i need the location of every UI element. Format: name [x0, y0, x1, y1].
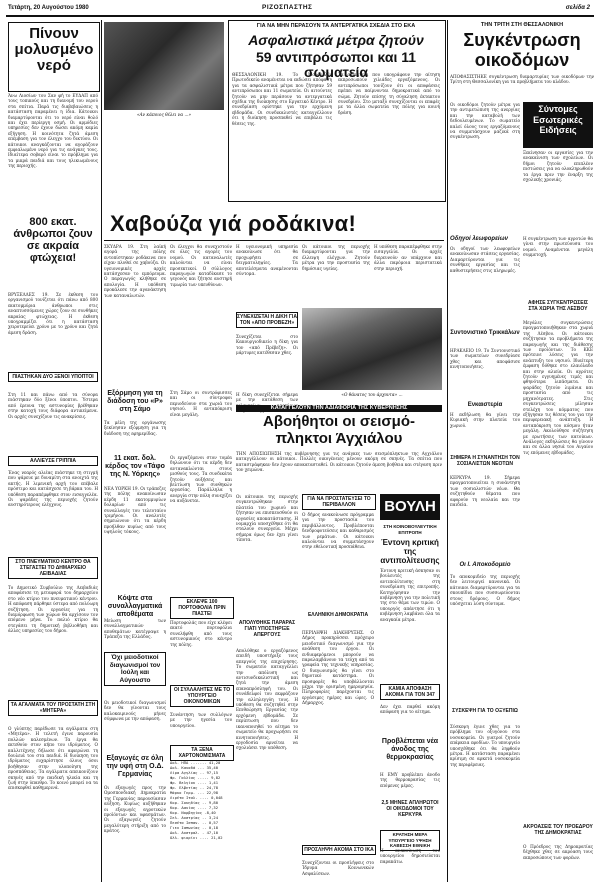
- col1-body-4: Ένας νεαρός αλιέας πιάστηκε τη στιγμή που ψάρευε με δυναμίτη στα ανοιχτά της ακτής. Η λιμενική αρχή του επέβαλε πρόστιμο και κατάσχεσε τη βάρκα του. Η υπόθεση παραπέμφθηκε στον εισαγγελέα. Οι ψαράδες της περιοχής ζητούν αυστηρότερους ελέγχους.: [8, 470, 98, 508]
- right-body-6: Η εκδήλωση θα γίνει την Κυριακή στην πλατεία του χωριού.: [450, 412, 520, 428]
- col1-box1-title: ΠΙΑΣΤΗΚΑΝ ΔΥΟ ΞΕΝΟΙ ΥΠΟΠΤΟΙ: [8, 372, 98, 382]
- right-body-4: Οι οδηγοί των λεωφορείων ανακοίνωσαν στάσεις εργασίας. Διαμαρτύρονται για τις συνθήκες εργασίας και τις καθυστερήσεις στις πληρωμές.: [450, 246, 520, 273]
- top-photo-caption: «Αν κάποιος θέλει να ...»: [136, 112, 192, 117]
- vouli-body-1: Έντονη κριτική άσκησαν οι βουλευτές της αντιπολίτευσης στη συνεδρίαση της επιτροπής. Κατηγόρησαν την κυβέρνηση για την πολιτική της στο θέμα των τιμών. Ο υπουργός απάντησε ότι η κυβέρνηση λαμβάνει όλα τα αναγκαία μέτρα.: [380, 568, 440, 622]
- lower-box-c: ΤΑ ΞΕΝΑ ΧΑΡΤΟΝΟΜΙΣΜΑΤΑ: [170, 745, 234, 761]
- col-rule-2: [447, 20, 448, 882]
- vouli-body-4: Η ανακοίνωση του υπουργείου δημοσιεύεται παρακάτω.: [380, 848, 440, 864]
- top-center-body-1: ΘΕΣΣΑΛΟΝΙΚΗ 19. Το Μονομελές Πρωτοδικείο αναμένεται να εκδώσει απόφαση για τα ασφαλιστικά μέτρα που ζήτησαν 59 αντιπρόσωποι και 11 σωματεία. Οι αιτούντες ζητούν να μην περάσουν τα αντεργατικά σχέδια της διοίκησης στο Εργατικό Κέντρο. Η συνεδρίαση ορίστηκε για την ερχόμενη εβδομάδα. Οι συνδικαλιστές καταγγέλλουν ότι η διοίκηση προσπαθεί να επιβάλει τις θέσεις της.: [232, 72, 332, 126]
- col1-box4-title: ΤΑ ΑΓΑΛΜΑΤΑ ΤΟΥ ΠΡΟΣΤΑΤΗ ΣΤΗ «ΜΗΤΕΡΑ»: [8, 700, 98, 716]
- quake-kicker: ΚΑΤΑΓΓΕΛΟΥΝ ΤΗΝ ΑΔΙΑΦΟΡΙΑ ΤΗΣ ΚΥΒΕΡΝΗΣΗΣ: [236, 405, 442, 412]
- lower-box-f: ΕΛΛΗΝΙΚΗ ΔΗΜΟΚΡΑΤΙΑ: [307, 612, 369, 618]
- main-body-1: ΣΚΥΔΡΑ 19. Στη λαϊκή αγορά της πόλης εντοπίστηκαν ροδάκινα που είχαν πλυθεί σε χαβούζα. Οι υγειονομικές αρχές κατάσχεσαν το εμπόρευμα. Ο παραγωγός κλήθηκε σε απολογία. Η υπόθεση προκάλεσε την αγανάκτηση των καταναλωτών.: [104, 244, 166, 298]
- lower-body-d: Απολύθηκε ο εργαζόμενος επειδή υποστήριξε τους απεργούς της επιχείρησης. Το σωματείο καταγγέλλει την απόλυση ως αντισυνδικαλιστική και ζητά την άμεση επαναπρόσληψή του. Οι συνάδελφοί του εκφράζουν την αλληλεγγύη τους. Η υπόθεση θα συζητηθεί στην Επιθεώρηση Εργασίας την ερχόμενη εβδομάδα. Σε περίπτωση που δεν ικανοποιηθεί το αίτημα το σωματείο θα προχωρήσει σε κινητοποιήσεις. Η εργοδοσία αρνείται να σχολιάσει την υπόθεση.: [236, 648, 298, 751]
- vouli-body-2: Δεν έχει παρθεί ακόμη απόφαση για το αίτημα.: [380, 704, 440, 715]
- lower-body-e: Ο δήμος ανακοίνωσε πρόγραμμα για την προστασία του περιβάλλοντος. Προβλέπονται δενδροφυτεύσεις και καθαρισμός των ρεμάτων. Οι κάτοικοι καλούνται να συμμετάσχουν στην εθελοντική προσπάθεια.: [302, 512, 374, 550]
- main-sub4: Κόψτε στα συναλλαγματικά αποθέματα: [107, 595, 163, 618]
- lower-box-b: ΟΙ ΣΥΛΛΑΛΗΤΕΣ ΜΕ ΤΟ ΥΠΟΥΡΓΕΙΟ ΟΙΚΟΝΟΜΙΚΩΝ: [170, 685, 234, 707]
- vouli-headline2: Προβλέπεται νέα άνοδος της θερμοκρασίας: [381, 738, 439, 761]
- right-body-11: Μεγάλες συγκεντρώσεις πραγματοποιήθηκαν στα χωριά της Λέσβου. Οι κάτοικοι συζήτησαν τα προβλήματα της παραγωγής και της διάθεσης των προϊόντων. Το ΚΚΕ πρότεινε λύσεις για την ανάπτυξη του νησιού. Ιδιαίτερη έμφαση δόθηκε στο ελαιόλαδο και στην αλιεία. Οι αγρότες ζητούν εγγυημένες τιμές και φθηνότερα λιπάσματα. Οι ψαράδες ζητούν λιμάνια και προστασία από τις μηχανότρατες. Στις συγκεντρώσεις μίλησαν στελέχη του κόμματος που εξήγησαν τις θέσεις του για την περιφερειακή ανάπτυξη. Η ανταπόκριση του κόσμου ήταν μεγάλη. Ακολούθησε συζήτηση με ερωτήσεις των κατοίκων. Ανάλογες εκδηλώσεις θα γίνουν και σε άλλα νησιά του Αιγαίου τις επόμενες εβδομάδες.: [523, 320, 593, 455]
- right-sub3: ΑΦΗΣΕ ΣΥΓΚΕΝΤΡΩΣΕΙΣ ΣΤΑ ΧΩΡΙΑ ΤΗΣ ΛΕΣΒΟΥ: [528, 300, 588, 312]
- main-headline: Χαβούζα γιά ροδάκινα!: [110, 211, 357, 236]
- right-sub2: Συντονιστικό Τρικκάλων: [450, 330, 520, 336]
- main-body-6: Η υπόθεση παραπέμφθηκε στην εισαγγελία. Οι αρχές διερευνούν αν υπάρχουν και άλλα παρόμοια περιστατικά στην περιοχή.: [374, 244, 442, 271]
- masthead-date: Τετάρτη, 20 Αυγούστου 1980: [8, 5, 89, 11]
- right-body-12: Ο Πρόεδρος της Δημοκρατίας δέχθηκε χθες σε ακρόαση τους εκπροσώπους των φορέων.: [523, 844, 593, 860]
- vouli-kicker: ΣΤΗ ΚΟΙΝΟΒΟΥΛΕΥΤΙΚΗ ΕΠΙΤΡΟΠΗ: [383, 524, 437, 535]
- vouli-box2: ΚΡΑΤΗΣΗ ΜΕΡΑ ΥΠΟΥΡΓΕΙΟ ΥΨΗΣΗ ΚΑΒΕΣΣΗ ΕΘΝΙΚΗ: [380, 830, 440, 851]
- right-body-5: ΗΡΑΚΛΕΙΟ 19. Το Συντονιστικό των σωματείων συνεδρίασε χθες και αποφάσισε κινητοποιήσεις.: [450, 348, 520, 370]
- lower-body-a: Πορτοφολάς που είχε κλέψει εκατό πορτοφόλια συνελήφθη από τους αστυνομικούς στο κέντρο της πόλης.: [170, 620, 232, 647]
- top-center-body-2: Τα σωματεία που υπογράφουν την αίτηση εκπροσωπούν χιλιάδες εργαζόμενους. Οι αντιπρόσωποι τονίζουν ότι οι αποφάσεις πρέπει να παίρνονται δημοκρατικά από το σώμα. Ζητούν επίσης τη σύγκληση έκτακτου συνεδρίου. Στο μεταξύ συνεχίζονται οι επαφές με τα άλλα σωματεία της πόλης για κοινή δράση.: [338, 72, 440, 115]
- main-sub6: Εξαγωγές σε όλη την υφή στη Ο.Δ. Γερμανίας: [106, 755, 164, 778]
- main-body-12: Μείωση των συναλλαγματικών αποθεμάτων κατέγραψε η Τράπεζα της Ελλάδος.: [104, 618, 166, 640]
- lower-box-g: ΠΡΟΣΛΗΨΗ ΑΚΟΜΑ ΣΤΟ ΙΚΑ: [302, 845, 376, 855]
- right-body-3: Ξεκίνησαν οι εργασίες για την ανακαίνιση των σχολείων. Οι δήμοι ζητούν επιπλέον πιστώσεις για να ολοκληρωθούν τα έργα πριν την έναρξη της σχολικής χρονιάς.: [523, 150, 593, 183]
- quake-headline2: πληκτοι Άγχιάλου: [275, 430, 403, 447]
- vouli-logo: ΒΟΥΛΗ: [380, 494, 440, 520]
- quake-headline1: Αβοήθητοι οι σεισμό-: [263, 413, 415, 430]
- right-body-10: Η συγκέντρωση των αγροτών θα γίνει στην πρωτεύουσα του νομού. Αναμένεται μεγάλη συμμετοχή.: [523, 236, 593, 258]
- lower-body-b: Συνάντηση των συλλόγων με την ηγεσία του υπουργείου.: [170, 712, 232, 728]
- right-body-1: ΑΠΟΦΑΣΙΣΤΗΚΕ συγκέντρωση διαμαρτυρίας των οικοδόμων την Τρίτη στη Θεσσαλονίκη για τα προβλήματα του κλάδου.: [450, 74, 594, 85]
- main-body-13: Οι μειοδοτικοί διαγωνισμοί δεν θα γίνονται τους καλοκαιρινούς μήνες σύμφωνα με την απόφαση.: [104, 700, 166, 722]
- right-logo: Σύντομες Εσωτερικές Ειδήσεις: [523, 102, 593, 148]
- main-body-7: Τα μέλη της οργάνωσης ξεκίνησαν εξόρμηση για τη διάδοση της εφημερίδας.: [104, 420, 166, 436]
- right-sub4: Ενκαιστερία: [467, 402, 503, 408]
- right-body-9: Σύσκεψη έγινε χθες για το πρόβλημα του οξυγόνου στα νοσοκομεία. Οι γιατροί ζητούν επάρκεια εφοδίων. Το υπουργείο υποσχέθηκε ότι θα ληφθούν μέτρα. Η κατάσταση παραμένει κρίσιμη σε αρκετά νοσοκομεία της περιφέρειας.: [450, 724, 520, 767]
- right-body-8: Το αποκομιδείο της περιοχής δεν λειτουργεί κανονικά. Οι κάτοικοι διαμαρτύρονται για τα σκουπίδια που συσσωρεύονται στους δρόμους. Ο δήμος υπόσχεται λύση σύντομα.: [450, 574, 520, 607]
- main-body-9: Η δίκη συνεχίζεται σήμερα με την κατάθεση των: [236, 392, 298, 403]
- col1-headline: Πίνουν μολυσμένο νερό: [14, 25, 94, 74]
- main-body-11: Οι εργαζόμενοι στον τομέα δηλώνουν ότι τα κέρδη δεν αντανακλώνται στους μισθούς τους. Τα συνδικάτα ζητούν αυξήσεις και βελτίωση των συνθηκών εργασίας. Παράλληλα η ανεργία στην πόλη συνεχίζει να αυξάνεται.: [170, 455, 232, 504]
- right-sub5: ΣΗΜΕΡΑ Η ΣΥΝΑΝΤΗΣΗ ΤΟΝ ΣΟΣΙΑΛΙΣΤΩΝ ΝΕΟΤΩΝ: [450, 455, 520, 467]
- vouli-headline3: 2,5 ΜΗΝΕΣ ΑΠΛΗΡΩΤΟΙ ΟΙ ΟΙΚΟΔΟΜΟΙ ΤΟΥ ΚΕΡΚΥΡΑ: [381, 800, 439, 818]
- right-body-2: Οι οικοδόμοι ζητούν μέτρα για την αντιμετώπιση της ανεργίας και την καταβολή των δεδουλευμένων. Το σωματείο καλεί όλους τους εργαζόμενους να συμμετάσχουν μαζικά στη συγκέντρωση.: [450, 102, 520, 140]
- right-kicker: ΤΗΝ ΤΡΙΤΗ ΣΤΗ ΘΕΣΣΑΛΟΝΙΚΗ: [480, 22, 564, 28]
- lower-body-c: Οι κάτοικοι της περιοχής συγκεντρώθηκαν στην πλατεία του χωριού και ζήτησαν να επισπευσθούν οι εργασίες αποκατάστασης. Η νομαρχία υποσχέθηκε ότι θα σταλούν συνεργεία. Μέχρι σήμερα όμως δεν έχει γίνει τίποτα.: [236, 494, 298, 543]
- right-sub6: Οι Ι. Αποκοδομείο: [459, 562, 511, 568]
- group-photo-caption: «Ο θάνατος του άρχοντα» ...: [341, 392, 403, 397]
- top-center-headline1: Ασφαλιστικά μέτρα ζητούν: [248, 32, 424, 48]
- main-body-4: Συνεχίζεται στο Κακουργιοδικείο η δίκη για τον «από Πρέβεζη». Οι μάρτυρες κατέθεσαν χθες.: [236, 334, 298, 356]
- masthead-paper: ΡΙΖΟΣΠΑΣΤΗΣ: [262, 4, 313, 11]
- main-body-10: ΝΕΑ ΥΟΡΚΗ 19. Οι τράπεζες της πόλης ανακοίνωσαν κέρδη 11 εκατομμυρίων δολαρίων από τις συναλλαγές του τελευταίου τριμήνου. Οι αναλυτές σημειώνουν ότι τα κέρδη προήλθαν κυρίως από τους υψηλούς τόκους.: [104, 486, 166, 535]
- top-center-headline2: 59 αντιπρόσωποι και 11 σωματεία: [255, 49, 417, 80]
- main-sub3: 11 εκατ. δολ. κέρδος τον «Τάφο της Ν. Υόρκης»: [105, 455, 165, 478]
- col1-headline-box: [8, 22, 100, 92]
- top-photo: [104, 22, 224, 110]
- main-sub1: ΣΥΝΕΧΙΖΕΤΑΙ Η ΔΙΚΗ ΓΙΑ ΤΟΝ «ΑΠΟ ΠΡΟΒΕΖΗ»: [237, 314, 297, 326]
- right-sub1: Οδηγοί λεωφορείων: [450, 236, 508, 242]
- right-sub8: ΑΚΡΟΑΣΕΙΣ ΤΟΥ ΠΡΟΕΔΡΟΥ ΤΗΣ ΔΗΜΟΚΡΑΤΙΑΣ: [523, 824, 593, 836]
- col1-box2-title: ΑΛΛΙΕΥΣΕ ΓΡΙΠΠΙΑ: [8, 456, 98, 466]
- col1-body-2: ΒΡΥΞΕΛΛΕΣ 19. Σε έκθεση του οργανισμού τονίζεται ότι πάνω από 800 εκατομμύρια άνθρωποι στις αναπτυσσόμενες χώρες ζουν σε συνθήκες ακραίας φτώχειας. Η έκθεση υπογραμμίζει ότι η κατάσταση χειροτερεύει χρόνο με το χρόνο και ζητά άμεση δράση.: [8, 292, 98, 335]
- masthead-rule: [6, 15, 594, 17]
- group-photo: [302, 308, 442, 390]
- lower-box-e: ΓΙΑ ΝΑ ΠΡΟΣΤΑΤΕΥΣΕΙ ΤΟ ΠΕΡΙΒΑΛΛΟΝ: [302, 494, 376, 510]
- col1-headline2: 800 εκατ. άνθρωποι ζουν σε ακραία φτώχεια!: [13, 216, 93, 264]
- right-headline: Συγκέντρωση οικοδόμων: [463, 30, 581, 70]
- col1-body-6: Ο γλύπτης παρέδωσε τα αγάλματα στη «Μητέρα». Η τελετή έγινε παρουσία πολλών καλεσμένων. Τα έργα θα εκτεθούν στον κήπο του ιδρύματος. Ο καλλιτέχνης δήλωσε ότι αφιερώνει τη δουλειά του στα παιδιά. Η διοίκηση του ιδρύματος ευχαρίστησε όλους όσοι βοήθησαν στην υλοποίηση της προσπάθειας. Τα αγάλματα απεικονίζουν σκηνές από την παιδική ηλικία και τη ζωή στην ύπαιθρο. Το κοινό μπορεί να τα επισκεφθεί καθημερινά.: [8, 726, 98, 791]
- masthead-page: σελίδα 2: [565, 5, 590, 11]
- main-sub5: Όχι μειοδοτικοί διαγωνισμοί τον Ιούλη και Αύγουστο: [104, 652, 166, 686]
- currency-table: Δολ. ΗΠΑ ....... 41,20 Δολ. Καναδά ... 35,40 Λίρα Αγγλίας .. 97,15 Φρ. Γαλλίας ..... 9,82 Φρ. Βελγίου .... 1,41 Φρ. Ελβετίας .. 24,78 Μάρκο Γερμ. ... 22,98 Λιρέτα Ιταλ. .... 0,048 Κορ. Σουηδίας .. 9,80 Κορ. Δανίας .... 7,32 Κορ. Νορβηγίας .8,40 Σελ. Αυστρίας .. 3,24 Πεσέτα Ισπαν. .. 0,57 Γιεν Ιαπωνίας .. 0,18 Δολ. Αυστραλ. . 47,10 Ολλ. φιορίνι .... 21,02: [170, 760, 223, 840]
- main-rule: [104, 240, 444, 241]
- vouli-headline: Έντονη κριτική της αντιπολίτευσης: [380, 538, 440, 565]
- main-body-14: Οι εξαγωγές προς την Ομοσπονδιακή Δημοκρατία της Γερμανίας παρουσίασαν αύξηση. Κυρίως αυξήθηκαν οι εξαγωγές αγροτικών προϊόντων και υφασμάτων. Οι εξαγωγείς ζητούν μεγαλύτερη στήριξη από το κράτος.: [104, 785, 166, 834]
- lower-body-g: Συνεχίζονται οι προσλήψεις στο Ίδρυμα Κοινωνικών Ασφαλίσεων.: [302, 860, 374, 876]
- quake-body: ΤΗΝ ΑΠΟΣΙΩΠΗΣΗ της κυβέρνησης για τις ανάγκες των σεισμόπληκτων της Αγχιάλου καταγγέλλουν οι κάτοικοι. Πολλές οικογένειες μένουν ακόμη σε σκηνές. Τα σπίτια που καταστράφηκαν δεν έχουν αποκατασταθεί. Οι κάτοικοι ζητούν άμεση βοήθεια και στέγαση πριν τον χειμώνα.: [236, 451, 442, 473]
- right-sub7: ΣΥΣΚΕΨΗ ΓΙΑ ΤΟ ΟΞΥΕΠΙΩ: [452, 708, 518, 714]
- lower-box-a: ΕΚΛΕΨΕ 100 ΠΟΡΤΟΦΟΛΙΑ ΠΡΙΝ ΠΙΑΣΤΕΙ: [170, 597, 234, 619]
- col1-body-1: Άνω Λιοσίων του Σαν φή το ΕΥΔΑΠ από τους τοπικούς και τη διανομή του νερού στα σπίτια. Παρά τις διαβεβαιώσεις η κατάσταση παραμένει η ίδια. Κάτοικοι διαμαρτύρονται ότι το νερό είναι θολό και έχει περίεργη οσμή. Οι αρμόδιες υπηρεσίες δεν έχουν δώσει ακόμη καμία εξήγηση. Η κοινότητα ζητά άμεση επέμβαση για τον έλεγχο του δικτύου. Οι κάτοικοι αναγκάζονται να αγοράζουν εμφιαλωμένο νερό για τις ανάγκες τους. Ιδιαίτερα σοβαρό είναι το πρόβλημα για τα μικρά παιδιά και τους ηλικιωμένους της περιοχής.: [8, 93, 98, 169]
- col-rule-1: [101, 20, 102, 882]
- col1-body-3: Στη 11 και πάνω από τα σύνορα πιάστηκαν δύο ξένοι ύποπτοι. Ύστερα από έρευνα της αστυνομίας βρέθηκαν στην κατοχή τους διάφορα αντικείμενα. Οι αρχές συνεχίζουν τις ανακρίσεις.: [8, 392, 98, 419]
- main-body-5: Οι κάτοικοι της περιοχής διαμαρτύρονται για την έλλειψη ελέγχων. Ζητούν μέτρα για την προστασία της δημόσιας υγείας.: [302, 244, 370, 271]
- lower-box-d: ΑΠΟΛΥΘΗΚΕ ΠΑΡΑΡΑΣ ΓΙΑΤΙ ΥΠΟΣΤΗΡΙΞΕ ΑΠΕΡΓΟΥΣ: [238, 620, 296, 638]
- main-body-8: Στη Σάμο οι συντρόφισσες και οι σύντροφοι περιοδεύουν στα χωριά του νησιού. Η ανταπόκριση είναι μεγάλη.: [170, 390, 232, 417]
- lower-body-f: ΠΕΡΙΛΗΨΗ ΔΙΑΚΗΡΥΞΗΣ. Ο Δήμος προκηρύσσει πρόχειρο μειοδοτικό διαγωνισμό για την ανάθεση του έργου. Οι ενδιαφερόμενοι μπορούν να παραλαμβάνουν τα τεύχη από τα γραφεία της τεχνικής υπηρεσίας. Ο διαγωνισμός θα γίνει στο δημοτικό κατάστημα. Οι προσφορές θα υποβάλλονται μέχρι την ορισμένη ημερομηνία. Πληροφορίες παρέχονται τις εργάσιμες ημέρες και ώρες. Ο Δήμαρχος.: [302, 630, 374, 706]
- main-sub2: Εξόρμηση για τη διάδοση του «Ρ» στη Σάμο: [107, 390, 163, 413]
- main-body-3: Η υγειονομική υπηρεσία ανακοίνωσε ότι θα προχωρήσει σε δειγματοληψίες. Τα αποτελέσματα αναμένονται σύντομα.: [236, 244, 298, 277]
- right-body-7: ΚΕΡΚΥΡΑ 19. Σήμερα πραγματοποιείται η συνάντηση των σοσιαλιστών νέων. Θα συζητηθούν θέματα που αφορούν τη νεολαία και την παιδεία.: [450, 475, 520, 508]
- main-body-2: Οι έλεγχοι θα συνεχιστούν σε όλες τις αγορές του νομού. Οι καταναλωτές καλούνται να είναι προσεκτικοί. Ο σύλλογος παραγωγών καταδίκασε το γεγονός και ζήτησε αυστηρή τιμωρία των υπευθύνων.: [170, 244, 232, 287]
- vouli-body-3: Η ΕΜΥ προβλέπει άνοδο της θερμοκρασίας τις επόμενες μέρες.: [380, 772, 440, 788]
- vouli-box1: ΚΑΜΙΑ ΑΠΟΦΑΣΗ ΑΚΟΜΑ ΓΙΑ ΤΟΝ 347: [380, 684, 440, 700]
- col1-box3-title: ΣΤΟ ΠΝΕΥΜΑΤΙΚΟ ΚΕΝΤΡΟ ΘΑ ΣΤΕΓΑΣΤΕΙ ΤΟ ΔΗΜΑΡΧΕΙΟ ΛΕΙΒΑΔΙΑΣ: [8, 557, 98, 579]
- col1-body-5: Το Δημοτικό Συμβούλιο της Λειβαδιάς αποφάσισε τη μεταφορά του δημαρχείου στο νέο κτίριο του πνευματικού κέντρου. Η απόφαση πάρθηκε ύστερα από πολύωρη συζήτηση. Οι εργασίες για τη διαμόρφωση των χώρων θα αρχίσουν τον επόμενο μήνα. Το παλιό κτίριο θα στεγάσει τη δημοτική βιβλιοθήκη και άλλες υπηρεσίες του δήμου.: [8, 585, 98, 634]
- top-center-kicker: ΓΙΑ ΝΑ ΜΗΝ ΠΕΡΑΣΟΥΝ ΤΑ ΑΝΤΕΡΓΑΤΙΚΑ ΣΧΕΔΙΑ ΣΤΟ ΕΚΑ: [256, 23, 416, 29]
